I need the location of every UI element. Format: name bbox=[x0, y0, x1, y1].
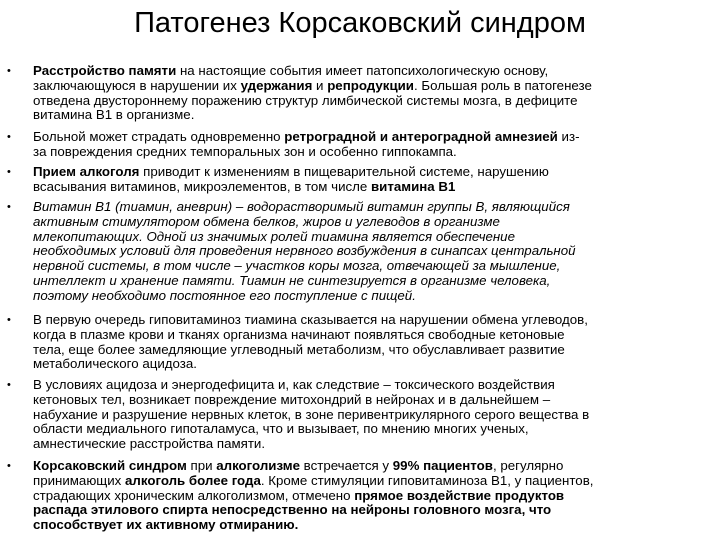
text-line: млекопитающих. Одной из значимых ролей тиамина является обеспечение bbox=[33, 228, 515, 244]
text-line: кетоновых тел, возникает повреждение митохондрий в нейронах и в дальнейшем – bbox=[33, 391, 551, 407]
bullet-marker: • bbox=[7, 314, 11, 326]
text-line: метаболического ацидоза. bbox=[33, 356, 197, 372]
bullet-item-vitamin-b1 bbox=[7, 199, 709, 303]
text-line: распада этилового спирта непосредственно на нейроны головного мозга, что bbox=[33, 502, 552, 518]
bullet-text bbox=[33, 313, 709, 372]
text-line: Расстройство памяти на настоящие события имеет патопсихологическую основу, bbox=[33, 63, 549, 78]
text-line: Витамин В1 (тиамин, аневрин) – водорастворимый витамин группы В, являющийся bbox=[33, 199, 570, 214]
slide-title: Патогенез Корсаковский синдром bbox=[134, 7, 586, 39]
bullet-text bbox=[33, 130, 709, 160]
text-line: Корсаковский синдром при алкоголизме встречается у 99% пациентов, регулярно bbox=[33, 458, 564, 473]
bullet-marker: • bbox=[7, 201, 11, 213]
bullet-text bbox=[33, 459, 709, 533]
bullet-marker: • bbox=[7, 460, 11, 472]
text-line: отведена двустороннему поражению структур лимбической системы мозга, в дефиците bbox=[33, 92, 578, 108]
bullet-item-alcohol-intake bbox=[7, 164, 709, 195]
bullet-marker: • bbox=[7, 131, 11, 143]
bullet-item-hypovitaminosis bbox=[7, 312, 709, 372]
text-line: активным стимулятором обмена белков, жиров и углеводов в организме bbox=[33, 213, 500, 229]
bullet-marker: • bbox=[7, 166, 11, 178]
bullet-text bbox=[33, 64, 709, 123]
text-line: заключающуюся в нарушении их удержания и репродукции. Большая роль в патогенезе bbox=[33, 77, 592, 93]
bullet-marker: • bbox=[7, 379, 11, 391]
text-line: В первую очередь гиповитаминоз тиамина сказывается на нарушении обмена углеводов, bbox=[33, 312, 588, 327]
text-line: В условиях ацидоза и энергодефицита и, как следствие – токсического воздействия bbox=[33, 377, 555, 392]
bullet-text bbox=[33, 165, 709, 195]
bullet-text bbox=[33, 200, 709, 303]
text-line: способствует их активному отмиранию. bbox=[33, 517, 299, 532]
bullet-item-amnesia bbox=[7, 129, 709, 160]
text-line: принимающих алкоголь более года. Кроме стимуляции гиповитаминоза В1, у пациентов, bbox=[33, 472, 594, 488]
text-line: когда в плазме крови и тканях организма начинают появляться свободные кетоновые bbox=[33, 326, 565, 342]
text-line: поэтому необходимо постоянное его поступление с пищей. bbox=[33, 287, 416, 303]
bullet-text bbox=[33, 378, 709, 452]
text-line: Прием алкоголя приводит к изменениям в пищеварительной системе, нарушению bbox=[33, 164, 549, 179]
text-line: набухание и разрушение нервных клеток, в зоне перивентрикулярного серого вещества в bbox=[33, 406, 590, 422]
bullet-item-memory-disorder bbox=[7, 63, 709, 123]
text-line: нервной системы, в том числе – участков коры мозга, отвечающей за мышление, bbox=[33, 258, 561, 273]
text-line: тела, еще более замедляющие углеводный метаболизм, что обуславливает развитие bbox=[33, 341, 565, 357]
text-line: за повреждения средних темпоральных зон и особенно гиппокампа. bbox=[33, 143, 457, 159]
text-line: страдающих хроническим алкоголизмом, отмечено прямое воздействие продуктов bbox=[33, 487, 565, 503]
text-line: Больной может страдать одновременно ретроградной и антероградной амнезией из- bbox=[33, 129, 580, 144]
text-line: области медиального гипоталамуса, что и вызывает, по мнению многих ученых, bbox=[33, 421, 529, 437]
bullet-marker: • bbox=[7, 65, 11, 77]
bullet-item-acidosis bbox=[7, 377, 709, 452]
text-line: всасывания витаминов, микроэлементов, в том числе витамина В1 bbox=[33, 178, 456, 194]
text-line: амнестические расстройства памяти. bbox=[33, 436, 266, 451]
text-line: витамина В1 в организме. bbox=[33, 107, 195, 123]
text-line: необходимых условий для проведения нервного возбуждения в синапсах центральной bbox=[33, 243, 576, 259]
text-line: интеллект и хранение памяти. Тиамин не синтезируется в организме человека, bbox=[33, 272, 551, 288]
bullet-item-korsakoff-alcoholism bbox=[7, 458, 709, 533]
